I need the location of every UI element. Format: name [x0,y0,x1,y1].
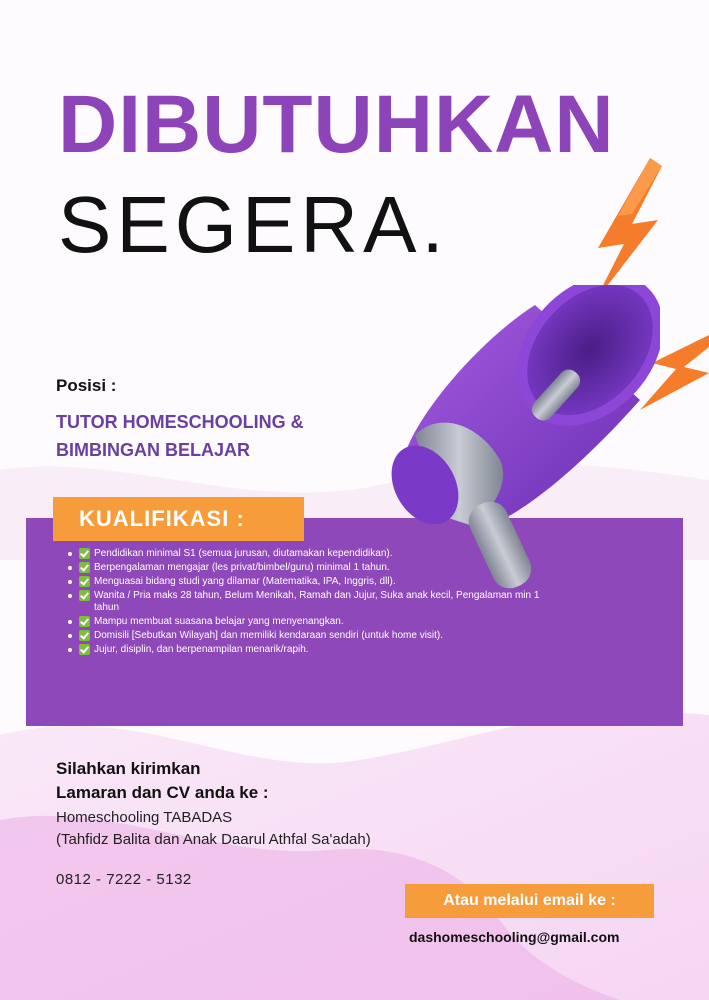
megaphone-icon [385,285,660,600]
qualification-item: Pendidikan minimal S1 (semua jurusan, diutamakan kependidikan). [78,548,548,560]
check-icon [79,630,90,641]
qualification-item: Menguasai bidang studi yang dilamar (Matematika, IPA, Inggris, dll). [78,576,548,588]
organization-full-name: (Tahfidz Balita dan Anak Daarul Athfal Sa'adah) [56,831,371,848]
lightning-icon [588,158,663,303]
cta-text [56,757,269,805]
check-icon [79,616,90,627]
qualification-item: Domisili [Sebutkan Wilayah] dan memiliki kendaraan sendiri (untuk home visit). [78,630,548,642]
position-title [56,408,304,464]
check-icon [79,562,90,573]
headline: DIBUTUHKAN [58,79,615,170]
check-icon [79,576,90,587]
cta-line-1: Silahkan kirimkan [56,759,201,778]
check-icon [79,644,90,655]
email-address: dashomeschooling@gmail.com [409,929,620,945]
position-title-line-2: BIMBINGAN BELAJAR [56,440,251,460]
qualification-item: Berpengalaman mengajar (les privat/bimbel/guru) minimal 1 tahun. [78,562,548,574]
organization-name: Homeschooling TABADAS [56,809,233,826]
check-icon [79,548,90,559]
organization [56,807,371,851]
qualification-item: Mampu membuat suasana belajar yang menyenangkan. [78,616,548,628]
check-icon [79,590,90,601]
qualification-item: Jujur, disiplin, dan berpenampilan menarik/rapih. [78,644,548,656]
position-title-line-1: TUTOR HOMESCHOOLING & [56,412,304,432]
phone-number: 0812 - 7222 - 5132 [56,871,192,888]
qualification-item: Wanita / Pria maks 28 tahun, Belum Menikah, Ramah dan Jujur, Suka anak kecil, Pengalaman min 1 tahun [78,590,548,614]
cta-line-2: Lamaran dan CV anda ke : [56,783,269,802]
position-label: Posisi : [56,376,117,395]
subheadline: SEGERA. [58,180,449,269]
email-label: Atau melalui email ke : [405,884,654,918]
qualifications-heading: KUALIFIKASI : [53,497,304,541]
